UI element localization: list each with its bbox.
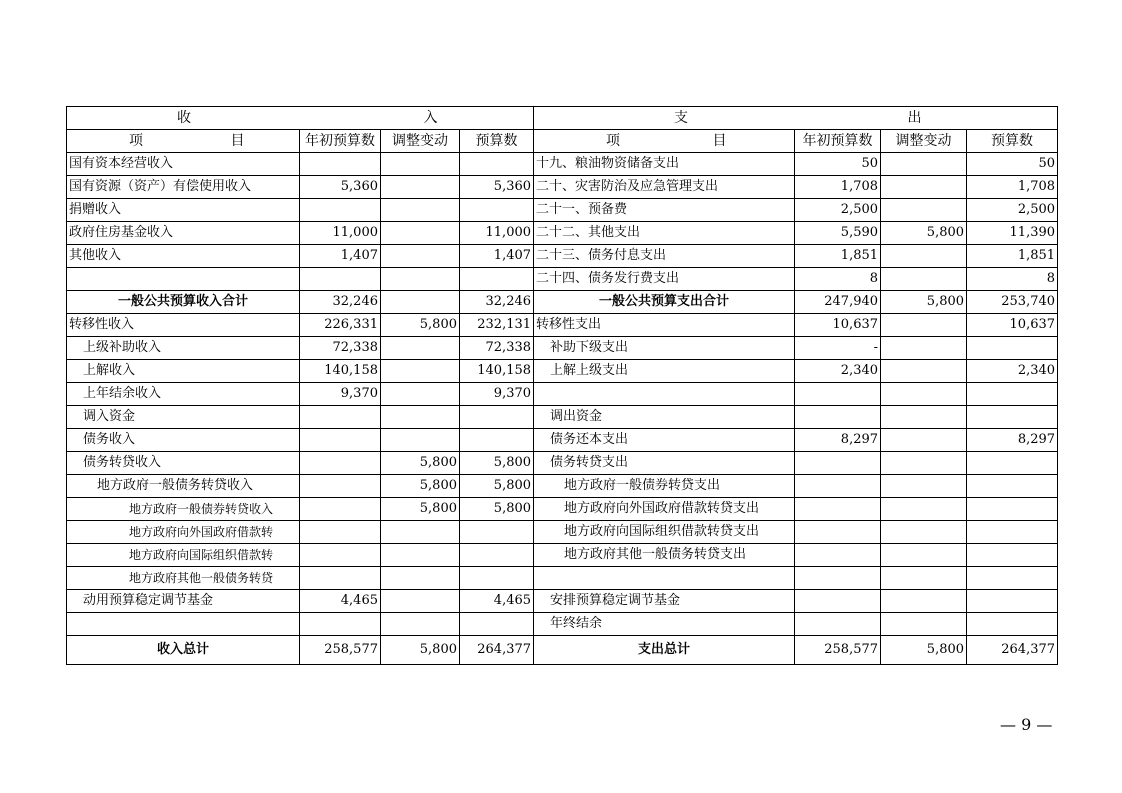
expense-initial-cell	[795, 613, 881, 636]
income-budget-cell: 264,377	[460, 636, 534, 665]
table-row	[67, 360, 1058, 383]
expense-adjust-cell	[881, 360, 967, 383]
income-section-header	[67, 107, 534, 130]
income-item-cell: 调入资金	[67, 406, 300, 429]
expense-initial-cell: 247,940	[795, 291, 881, 314]
income-item-cell: 地方政府一般债务转贷收入	[67, 475, 300, 498]
expense-adjust-cell	[881, 383, 967, 406]
expense-item-cell: 上解上级支出	[534, 360, 795, 383]
income-initial-cell: 5,360	[300, 176, 381, 199]
expense-budget-cell: 1,851	[967, 245, 1058, 268]
expense-item-header	[534, 130, 795, 153]
income-item-cell: 一般公共预算收入合计	[67, 291, 300, 314]
expense-budget-cell	[967, 590, 1058, 613]
expense-adjust-cell	[881, 567, 967, 590]
item-header-char-1: 项	[606, 133, 621, 149]
table-row	[67, 475, 1058, 498]
income-budget-cell: 4,465	[460, 590, 534, 613]
expense-adjust-cell	[881, 590, 967, 613]
expense-adjust-cell	[881, 475, 967, 498]
income-adjust-cell	[381, 406, 460, 429]
income-budget-cell	[460, 429, 534, 452]
expense-adjust-cell	[881, 337, 967, 360]
income-initial-cell: 140,158	[300, 360, 381, 383]
expense-budget-cell	[967, 613, 1058, 636]
item-header-char-1: 项	[129, 133, 143, 149]
income-item-header	[67, 130, 300, 153]
income-adjust-cell: 5,800	[381, 452, 460, 475]
table-row	[67, 337, 1058, 360]
income-initial-cell	[300, 567, 381, 590]
expense-initial-cell: 50	[795, 153, 881, 176]
income-initial-cell	[300, 268, 381, 291]
income-budget-cell: 32,246	[460, 291, 534, 314]
column-header-row	[67, 130, 1058, 153]
income-budget-cell	[460, 544, 534, 567]
expense-item-cell: 二十一、预备费	[534, 199, 795, 222]
expense-adjust-cell	[881, 429, 967, 452]
expense-item-cell: 二十二、其他支出	[534, 222, 795, 245]
income-budget-header: 预算数	[460, 130, 534, 153]
income-adjust-cell	[381, 383, 460, 406]
expense-budget-cell: 1,708	[967, 176, 1058, 199]
table-row	[67, 268, 1058, 291]
income-adjust-cell: 5,800	[381, 314, 460, 337]
expense-initial-cell: 1,851	[795, 245, 881, 268]
expense-adjust-cell	[881, 245, 967, 268]
income-initial-cell: 1,407	[300, 245, 381, 268]
expense-item-cell: 支出总计	[534, 636, 795, 665]
table-row	[67, 199, 1058, 222]
income-adjust-cell	[381, 360, 460, 383]
expense-budget-cell: 11,390	[967, 222, 1058, 245]
expense-title-left: 支	[674, 110, 689, 126]
income-initial-cell: 226,331	[300, 314, 381, 337]
expense-item-cell: 年终结余	[534, 613, 795, 636]
income-item-cell: 其他收入	[67, 245, 300, 268]
expense-budget-cell	[967, 452, 1058, 475]
expense-adjust-cell	[881, 544, 967, 567]
expense-initial-cell: -	[795, 337, 881, 360]
income-item-cell: 债务转贷收入	[67, 452, 300, 475]
expense-budget-cell	[967, 406, 1058, 429]
income-budget-cell: 5,360	[460, 176, 534, 199]
income-item-cell: 地方政府向国际组织借款转	[67, 544, 300, 567]
expense-adjust-cell: 5,800	[881, 291, 967, 314]
expense-item-cell: 地方政府一般债券转贷支出	[534, 475, 795, 498]
income-item-cell	[67, 613, 300, 636]
income-initial-cell: 9,370	[300, 383, 381, 406]
expense-initial-cell	[795, 567, 881, 590]
income-initial-cell	[300, 475, 381, 498]
expense-item-cell: 调出资金	[534, 406, 795, 429]
expense-adjust-cell	[881, 406, 967, 429]
expense-adjust-cell	[881, 613, 967, 636]
income-item-cell: 动用预算稳定调节基金	[67, 590, 300, 613]
income-item-cell: 转移性收入	[67, 314, 300, 337]
table-row	[67, 498, 1058, 521]
expense-budget-cell	[967, 544, 1058, 567]
page-number: — 9 —	[1000, 715, 1053, 734]
income-budget-cell	[460, 406, 534, 429]
table-row	[67, 590, 1058, 613]
income-initial-header: 年初预算数	[300, 130, 381, 153]
income-budget-cell: 5,800	[460, 498, 534, 521]
income-item-cell: 国有资本经营收入	[67, 153, 300, 176]
expense-initial-cell: 258,577	[795, 636, 881, 665]
income-adjust-cell	[381, 590, 460, 613]
expense-item-cell	[534, 567, 795, 590]
expense-adjust-header: 调整变动	[881, 130, 967, 153]
income-adjust-cell	[381, 567, 460, 590]
expense-item-cell: 地方政府向外国政府借款转贷支出	[534, 498, 795, 521]
income-budget-cell: 11,000	[460, 222, 534, 245]
expense-adjust-cell: 5,800	[881, 636, 967, 665]
expense-budget-header: 预算数	[967, 130, 1058, 153]
income-initial-cell: 11,000	[300, 222, 381, 245]
table-row	[67, 544, 1058, 567]
income-title-left: 收	[177, 110, 191, 126]
expense-initial-cell	[795, 475, 881, 498]
income-adjust-cell	[381, 222, 460, 245]
income-item-cell: 收入总计	[67, 636, 300, 665]
expense-budget-cell: 264,377	[967, 636, 1058, 665]
expense-budget-cell: 2,340	[967, 360, 1058, 383]
expense-adjust-cell	[881, 268, 967, 291]
expense-initial-cell: 8,297	[795, 429, 881, 452]
income-adjust-cell	[381, 245, 460, 268]
income-budget-cell: 232,131	[460, 314, 534, 337]
income-initial-cell	[300, 498, 381, 521]
table-row	[67, 406, 1058, 429]
income-item-cell: 上级补助收入	[67, 337, 300, 360]
income-item-cell: 地方政府其他一般债务转贷	[67, 567, 300, 590]
income-budget-cell	[460, 268, 534, 291]
income-budget-cell: 9,370	[460, 383, 534, 406]
expense-budget-cell	[967, 567, 1058, 590]
income-adjust-cell	[381, 176, 460, 199]
expense-budget-cell	[967, 383, 1058, 406]
income-initial-cell	[300, 406, 381, 429]
expense-item-cell: 债务还本支出	[534, 429, 795, 452]
income-adjust-header: 调整变动	[381, 130, 460, 153]
income-item-cell: 捐赠收入	[67, 199, 300, 222]
income-initial-cell	[300, 521, 381, 544]
income-adjust-cell	[381, 153, 460, 176]
table-row	[67, 222, 1058, 245]
expense-adjust-cell	[881, 498, 967, 521]
income-budget-cell: 5,800	[460, 475, 534, 498]
item-header-char-2: 目	[230, 133, 245, 149]
expense-title-right: 出	[907, 110, 922, 126]
expense-item-cell: 十九、粮油物资储备支出	[534, 153, 795, 176]
income-item-cell: 地方政府一般债券转贷收入	[67, 498, 300, 521]
expense-adjust-cell	[881, 452, 967, 475]
expense-initial-cell	[795, 544, 881, 567]
income-item-cell: 国有资源（资产）有偿使用收入	[67, 176, 300, 199]
table-row	[67, 636, 1058, 665]
income-adjust-cell: 5,800	[381, 636, 460, 665]
table-row	[67, 383, 1058, 406]
income-adjust-cell	[381, 613, 460, 636]
table-row	[67, 521, 1058, 544]
expense-budget-cell: 8,297	[967, 429, 1058, 452]
expense-initial-cell	[795, 406, 881, 429]
income-adjust-cell	[381, 429, 460, 452]
income-budget-cell	[460, 521, 534, 544]
income-budget-cell: 5,800	[460, 452, 534, 475]
income-item-cell: 上年结余收入	[67, 383, 300, 406]
expense-budget-cell	[967, 337, 1058, 360]
table-row	[67, 291, 1058, 314]
income-initial-cell: 258,577	[300, 636, 381, 665]
income-adjust-cell	[381, 544, 460, 567]
expense-item-cell	[534, 383, 795, 406]
income-initial-cell	[300, 613, 381, 636]
expense-adjust-cell	[881, 176, 967, 199]
table-row	[67, 153, 1058, 176]
income-initial-cell	[300, 153, 381, 176]
expense-adjust-cell	[881, 521, 967, 544]
income-adjust-cell	[381, 337, 460, 360]
section-header-row	[67, 107, 1058, 130]
income-adjust-cell	[381, 199, 460, 222]
expense-adjust-cell	[881, 314, 967, 337]
expense-adjust-cell	[881, 153, 967, 176]
income-budget-cell	[460, 613, 534, 636]
expense-budget-cell: 253,740	[967, 291, 1058, 314]
expense-initial-cell: 2,500	[795, 199, 881, 222]
expense-initial-cell	[795, 383, 881, 406]
table-row	[67, 567, 1058, 590]
expense-adjust-cell: 5,800	[881, 222, 967, 245]
budget-table	[66, 106, 1058, 665]
expense-initial-cell: 1,708	[795, 176, 881, 199]
income-initial-cell	[300, 429, 381, 452]
expense-budget-cell	[967, 521, 1058, 544]
expense-section-header	[534, 107, 1058, 130]
income-item-cell: 上解收入	[67, 360, 300, 383]
expense-initial-cell	[795, 521, 881, 544]
table-row	[67, 452, 1058, 475]
table-row	[67, 176, 1058, 199]
expense-budget-cell: 8	[967, 268, 1058, 291]
income-initial-cell: 72,338	[300, 337, 381, 360]
expense-item-cell: 一般公共预算支出合计	[534, 291, 795, 314]
income-budget-cell: 72,338	[460, 337, 534, 360]
expense-budget-cell: 2,500	[967, 199, 1058, 222]
income-adjust-cell	[381, 268, 460, 291]
expense-item-cell: 转移性支出	[534, 314, 795, 337]
income-item-cell	[67, 268, 300, 291]
income-initial-cell	[300, 544, 381, 567]
expense-budget-cell	[967, 475, 1058, 498]
income-initial-cell	[300, 199, 381, 222]
expense-item-cell: 地方政府其他一般债务转贷支出	[534, 544, 795, 567]
item-header-char-2: 目	[712, 133, 727, 149]
expense-initial-header: 年初预算数	[795, 130, 881, 153]
expense-adjust-cell	[881, 199, 967, 222]
expense-initial-cell: 2,340	[795, 360, 881, 383]
income-item-cell: 债务收入	[67, 429, 300, 452]
expense-initial-cell: 8	[795, 268, 881, 291]
table-row	[67, 245, 1058, 268]
income-title-right: 入	[423, 110, 438, 126]
income-budget-cell: 140,158	[460, 360, 534, 383]
income-adjust-cell: 5,800	[381, 498, 460, 521]
expense-budget-cell: 50	[967, 153, 1058, 176]
income-initial-cell: 32,246	[300, 291, 381, 314]
income-adjust-cell	[381, 291, 460, 314]
expense-item-cell: 二十、灾害防治及应急管理支出	[534, 176, 795, 199]
income-initial-cell: 4,465	[300, 590, 381, 613]
expense-item-cell: 二十三、债务付息支出	[534, 245, 795, 268]
expense-item-cell: 二十四、债务发行费支出	[534, 268, 795, 291]
income-adjust-cell	[381, 521, 460, 544]
income-budget-cell: 1,407	[460, 245, 534, 268]
expense-budget-cell: 10,637	[967, 314, 1058, 337]
expense-initial-cell: 10,637	[795, 314, 881, 337]
income-initial-cell	[300, 452, 381, 475]
table-row	[67, 314, 1058, 337]
expense-budget-cell	[967, 498, 1058, 521]
table-row	[67, 429, 1058, 452]
income-budget-cell	[460, 567, 534, 590]
expense-item-cell: 债务转贷支出	[534, 452, 795, 475]
table-row	[67, 613, 1058, 636]
expense-initial-cell	[795, 452, 881, 475]
income-budget-cell	[460, 153, 534, 176]
expense-initial-cell	[795, 498, 881, 521]
income-budget-cell	[460, 199, 534, 222]
income-item-cell: 政府住房基金收入	[67, 222, 300, 245]
income-adjust-cell: 5,800	[381, 475, 460, 498]
expense-initial-cell	[795, 590, 881, 613]
expense-item-cell: 补助下级支出	[534, 337, 795, 360]
expense-initial-cell: 5,590	[795, 222, 881, 245]
expense-item-cell: 安排预算稳定调节基金	[534, 590, 795, 613]
expense-item-cell: 地方政府向国际组织借款转贷支出	[534, 521, 795, 544]
income-item-cell: 地方政府向外国政府借款转	[67, 521, 300, 544]
